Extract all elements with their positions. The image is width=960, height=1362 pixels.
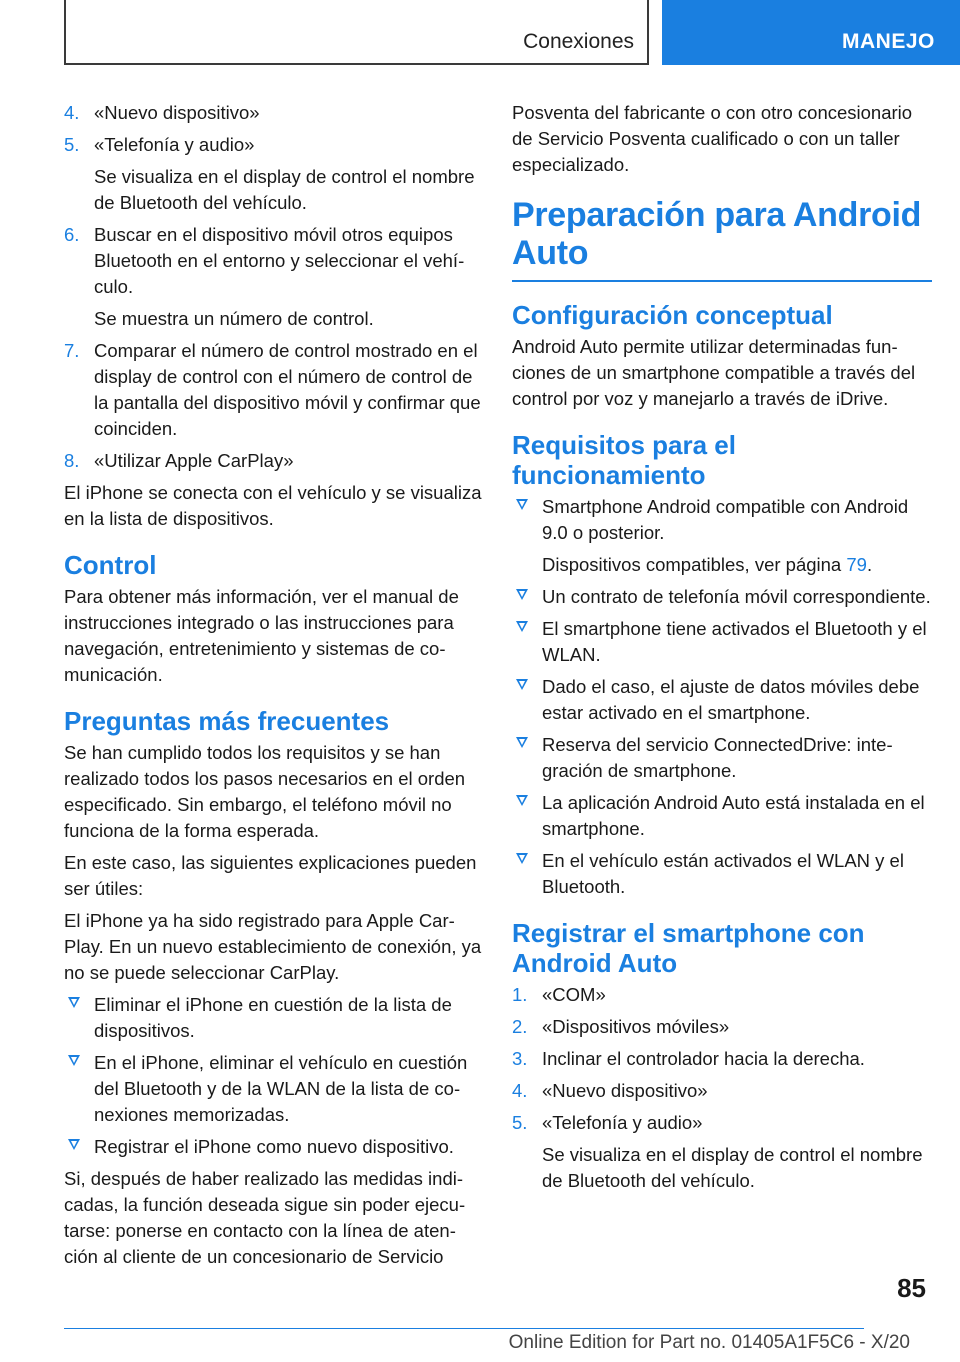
paragraph: Posventa del fabricante o con otro concesionario de Servicio Posventa cualificado o con un taller especializado. bbox=[512, 102, 913, 175]
step-number: 4. bbox=[64, 102, 80, 123]
step-item bbox=[64, 338, 482, 442]
step-number: 5. bbox=[512, 1112, 528, 1133]
bullet-text: En el vehículo están activados el WLAN y el Bluetooth. bbox=[542, 850, 904, 897]
section-heading-requirements: Requisitos para el funcionamiento bbox=[512, 430, 736, 490]
step-number: 2. bbox=[512, 1016, 528, 1037]
paragraph: Si, después de haber realizado las medidas indicadas, la función deseada sigue sin poder ejecutarse: ponerse en contacto con la línea de atención al cliente de un concesionario de Servicio bbox=[64, 1168, 466, 1267]
paragraph: Para obtener más información, ver el manual de instrucciones integrado o las instrucciones para navegación, entretenimiento y sistemas de comunicación. bbox=[64, 586, 459, 685]
bullet-item bbox=[512, 790, 932, 842]
triangle-bullet-icon bbox=[516, 853, 528, 864]
bullet-item bbox=[64, 1134, 482, 1160]
step-note: Se muestra un número de control. bbox=[94, 308, 374, 329]
step-number: 1. bbox=[512, 984, 528, 1005]
bullet-item bbox=[64, 1050, 482, 1128]
header-section-title: Conexiones bbox=[523, 30, 634, 53]
right-column bbox=[512, 100, 932, 1200]
step-item bbox=[64, 222, 482, 300]
bullet-item bbox=[512, 674, 932, 726]
step-item bbox=[512, 982, 932, 1008]
step-note: Se visualiza en el display de control el nombre de Bluetooth del vehículo. bbox=[94, 166, 475, 213]
bullet-item bbox=[512, 494, 932, 546]
step-text: «Utilizar Apple CarPlay» bbox=[94, 450, 294, 471]
header-chapter-tab bbox=[662, 0, 960, 65]
bullet-text: En el iPhone, eliminar el vehículo en cuestión del Bluetooth y de la WLAN de la lista de conexiones memorizadas. bbox=[94, 1052, 468, 1125]
bullet-text: Smartphone Android compatible con Android 9.0 o posterior. bbox=[542, 496, 909, 543]
page-reference-link[interactable]: 79 bbox=[846, 554, 867, 575]
step-item bbox=[512, 1078, 932, 1104]
step-text: «Telefonía y audio» bbox=[94, 134, 255, 155]
step-text: Inclinar el controlador hacia la derecha. bbox=[542, 1048, 865, 1069]
bullet-item bbox=[512, 848, 932, 900]
paragraph: El iPhone ya ha sido registrado para Apple CarPlay. En un nuevo establecimiento de conexión, ya no se puede seleccionar CarPlay. bbox=[64, 910, 482, 983]
triangle-bullet-icon bbox=[516, 679, 528, 690]
step-text: «Nuevo dispositivo» bbox=[542, 1080, 708, 1101]
section-heading-concept: Configuración conceptual bbox=[512, 300, 833, 330]
left-column bbox=[64, 100, 482, 1276]
bullet-text: Registrar el iPhone como nuevo dispositivo. bbox=[94, 1136, 454, 1157]
bullet-item bbox=[512, 616, 932, 668]
bullet-text: Eliminar el iPhone en cuestión de la lista de dispositivos. bbox=[94, 994, 452, 1041]
step-number: 6. bbox=[64, 224, 80, 245]
page-number: 85 bbox=[897, 1273, 926, 1303]
step-number: 5. bbox=[64, 134, 80, 155]
step-text: Comparar el número de control mostrado en el display de control con el número de control de la pantalla del dispositivo móvil y confirmar que coinciden. bbox=[94, 340, 481, 439]
step-text: «Dispositivos móviles» bbox=[542, 1016, 730, 1037]
step-text: Buscar en el dispositivo móvil otros equipos Bluetooth en el entorno y seleccionar el vehículo. bbox=[94, 224, 465, 297]
step-note: Se visualiza en el display de control el nombre de Bluetooth del vehículo. bbox=[542, 1144, 923, 1191]
step-number: 8. bbox=[64, 450, 80, 471]
step-item bbox=[64, 132, 482, 158]
step-number: 3. bbox=[512, 1048, 528, 1069]
step-text: «Nuevo dispositivo» bbox=[94, 102, 260, 123]
bullet-note-text: Dispositivos compatibles, ver página bbox=[542, 554, 847, 575]
triangle-bullet-icon bbox=[516, 621, 528, 632]
triangle-bullet-icon bbox=[516, 795, 528, 806]
step-number: 4. bbox=[512, 1080, 528, 1101]
footer-edition-text: Online Edition for Part no. 01405A1F5C6 - X/20 bbox=[508, 1332, 910, 1353]
bullet-text: Un contrato de telefonía móvil correspondiente. bbox=[542, 586, 931, 607]
paragraph: El iPhone se conecta con el vehículo y se visualiza en la lista de dispositivos. bbox=[64, 482, 482, 529]
chapter-heading: Preparación para Android Auto bbox=[512, 196, 932, 282]
bullet-note-end: . bbox=[866, 554, 873, 575]
triangle-bullet-icon bbox=[68, 1055, 80, 1066]
bullet-text: Dado el caso, el ajuste de datos móviles debe estar activado en el smartphone. bbox=[542, 676, 920, 723]
triangle-bullet-icon bbox=[68, 1139, 80, 1150]
section-heading-faq: Preguntas más frecuentes bbox=[64, 706, 390, 736]
step-item bbox=[64, 448, 482, 474]
bullet-text: El smartphone tiene activados el Bluetooth y el WLAN. bbox=[542, 618, 927, 665]
footer-divider bbox=[64, 1328, 864, 1329]
section-heading-register: Registrar el smartphone con Android Auto bbox=[512, 918, 865, 978]
step-item bbox=[512, 1046, 932, 1072]
bullet-text: La aplicación Android Auto está instalada en el smartphone. bbox=[542, 792, 925, 839]
step-item bbox=[512, 1110, 932, 1136]
step-text: «Telefonía y audio» bbox=[542, 1112, 703, 1133]
step-number: 7. bbox=[64, 340, 80, 361]
paragraph: En este caso, las siguientes explicaciones pueden ser útiles: bbox=[64, 852, 477, 899]
paragraph: Android Auto permite utilizar determinadas funciones de un smartphone compatible a través del control por voz y manejarlo a través de iDrive. bbox=[512, 336, 916, 409]
bullet-text: Reserva del servicio ConnectedDrive: integración de smartphone. bbox=[542, 734, 893, 781]
bullet-item bbox=[512, 584, 932, 610]
step-item bbox=[64, 100, 482, 126]
bullet-item bbox=[512, 732, 932, 784]
bullet-note bbox=[512, 552, 932, 578]
section-heading-control: Control bbox=[64, 550, 157, 580]
triangle-bullet-icon bbox=[516, 589, 528, 600]
step-item bbox=[512, 1014, 932, 1040]
triangle-bullet-icon bbox=[516, 737, 528, 748]
triangle-bullet-icon bbox=[68, 997, 80, 1008]
step-text: «COM» bbox=[542, 984, 606, 1005]
header-chapter-label: MANEJO bbox=[842, 30, 935, 53]
triangle-bullet-icon bbox=[516, 499, 528, 510]
bullet-item bbox=[64, 992, 482, 1044]
paragraph: Se han cumplido todos los requisitos y se han realizado todos los pasos necesarios en el orden especificado. Sin embargo, el teléfono móvil no funciona de la forma esperada. bbox=[64, 742, 466, 841]
